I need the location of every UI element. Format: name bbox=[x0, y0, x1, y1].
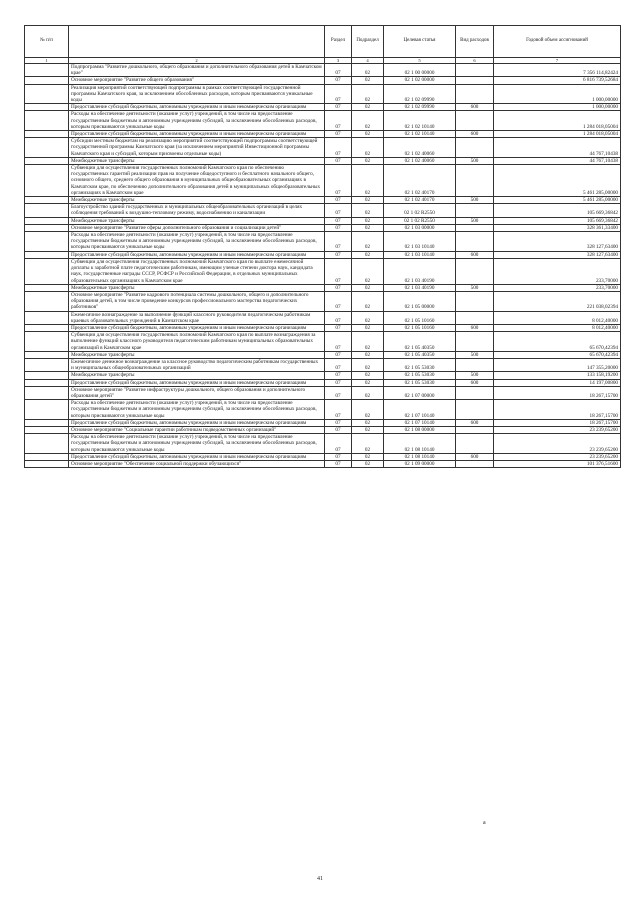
row-section: 07 bbox=[325, 157, 352, 164]
row-name: Предоставление субсидий бюджетным, автономным учреждениям и иным некоммерческим организациям bbox=[69, 379, 325, 386]
row-section: 07 bbox=[325, 372, 352, 379]
row-section: 07 bbox=[325, 165, 352, 197]
row-number bbox=[25, 351, 69, 358]
row-subsection: 02 bbox=[352, 157, 384, 164]
table-row bbox=[25, 131, 621, 138]
row-amount: 18 267,15700 bbox=[494, 386, 621, 399]
table-row bbox=[25, 291, 621, 311]
row-name: Основное мероприятие "Развитие общего образования" bbox=[69, 77, 325, 84]
row-target-article: 02 1 02 40170 bbox=[384, 165, 456, 197]
row-target-article: 02 1 02 R2550 bbox=[384, 217, 456, 224]
row-amount: 328 127,63400 bbox=[494, 251, 621, 258]
row-number bbox=[25, 104, 69, 111]
row-name: Межбюджетные трансферты bbox=[69, 351, 325, 358]
row-section: 07 bbox=[325, 232, 352, 252]
row-number bbox=[25, 434, 69, 454]
row-amount: 8 012,40000 bbox=[494, 324, 621, 331]
row-section: 07 bbox=[325, 358, 352, 371]
row-target-article: 02 1 07 10140 bbox=[384, 419, 456, 426]
row-amount: 5 461 285,00000 bbox=[494, 165, 621, 197]
row-expense-type: 600 bbox=[456, 419, 494, 426]
row-number bbox=[25, 460, 69, 467]
row-subsection: 02 bbox=[352, 217, 384, 224]
table-row bbox=[25, 419, 621, 426]
row-name: Расходы на обеспечение деятельности (оказание услуг) учреждений, в том числе на предоставление государственным бюджетным и автономным учреждениям субсидий, за исключением обособленных расходов, которым присваиваются уникальные коды bbox=[69, 111, 325, 131]
row-amount: 1 000,00000 bbox=[494, 104, 621, 111]
row-subsection: 02 bbox=[352, 332, 384, 352]
row-target-article: 02 1 05 10160 bbox=[384, 311, 456, 324]
row-number bbox=[25, 232, 69, 252]
row-section: 07 bbox=[325, 386, 352, 399]
table-row bbox=[25, 351, 621, 358]
row-name: Межбюджетные трансферты bbox=[69, 157, 325, 164]
row-name: Расходы на обеспечение деятельности (оказание услуг) учреждений, в том числе на предоставление государственным бюджетным и автономным учреждениям субсидий, за исключением обособленных расходов, которым присваиваются уникальные коды bbox=[69, 400, 325, 420]
header-name bbox=[69, 26, 325, 58]
row-section: 07 bbox=[325, 131, 352, 138]
row-subsection: 02 bbox=[352, 358, 384, 371]
row-name: Расходы на обеспечение деятельности (оказание услуг) учреждений, в том числе на предоставление государственным бюджетным и автономным учреждениям субсидий, за исключением обособленных расходов, которым присваиваются уникальные коды bbox=[69, 434, 325, 454]
row-section: 07 bbox=[325, 84, 352, 104]
row-target-article: 02 1 05 53030 bbox=[384, 379, 456, 386]
table-row bbox=[25, 84, 621, 104]
header-index: 2 bbox=[69, 58, 325, 64]
row-name: Межбюджетные трансферты bbox=[69, 372, 325, 379]
row-subsection: 02 bbox=[352, 131, 384, 138]
row-number bbox=[25, 386, 69, 399]
row-name: Подпрограмма "Развитие дошкольного, общего образования и дополнительного образования детей в Камчатском крае" bbox=[69, 64, 325, 77]
row-number bbox=[25, 224, 69, 231]
row-expense-type: 600 bbox=[456, 379, 494, 386]
row-amount: 105 669,36842 bbox=[494, 217, 621, 224]
row-number bbox=[25, 217, 69, 224]
row-number bbox=[25, 311, 69, 324]
row-target-article: 02 1 02 R2550 bbox=[384, 204, 456, 217]
row-expense-type: 600 bbox=[456, 251, 494, 258]
row-expense-type bbox=[456, 165, 494, 197]
table-row bbox=[25, 217, 621, 224]
row-expense-type bbox=[456, 332, 494, 352]
row-amount: 101 376,51600 bbox=[494, 460, 621, 467]
row-target-article: 02 1 05 10160 bbox=[384, 324, 456, 331]
row-section: 07 bbox=[325, 224, 352, 231]
row-expense-type bbox=[456, 204, 494, 217]
row-expense-type: 500 bbox=[456, 157, 494, 164]
row-name: Субвенции для осуществления государственных полномочий Камчатского края по выплате вознаграждения за выполнение функций классного руководителя педагогическим работникам муниципальных образовательных организаций в Камчатском крае bbox=[69, 332, 325, 352]
row-subsection: 02 bbox=[352, 77, 384, 84]
row-section: 07 bbox=[325, 111, 352, 131]
row-section: 07 bbox=[325, 204, 352, 217]
row-amount: 233,70000 bbox=[494, 258, 621, 284]
table-row bbox=[25, 453, 621, 460]
row-subsection: 02 bbox=[352, 224, 384, 231]
row-amount: 23 239,65200 bbox=[494, 453, 621, 460]
row-expense-type bbox=[456, 258, 494, 284]
table-row bbox=[25, 138, 621, 158]
row-expense-type bbox=[456, 434, 494, 454]
header-section: Раздел bbox=[325, 26, 352, 58]
table-row bbox=[25, 400, 621, 420]
row-number bbox=[25, 204, 69, 217]
row-expense-type: 600 bbox=[456, 453, 494, 460]
row-target-article: 02 1 03 40190 bbox=[384, 258, 456, 284]
table-row bbox=[25, 204, 621, 217]
row-target-article: 02 1 08 10140 bbox=[384, 434, 456, 454]
row-expense-type bbox=[456, 311, 494, 324]
row-subsection: 02 bbox=[352, 232, 384, 252]
header-index: 4 bbox=[352, 58, 384, 64]
row-section: 07 bbox=[325, 460, 352, 467]
row-number bbox=[25, 258, 69, 284]
header-index: 3 bbox=[325, 58, 352, 64]
row-name: Предоставление субсидий бюджетным, автономным учреждениям и иным некоммерческим организациям bbox=[69, 251, 325, 258]
table-row bbox=[25, 372, 621, 379]
row-number bbox=[25, 324, 69, 331]
row-name: Основное мероприятие "Социальные гарантии работникам подведомственных организаций" bbox=[69, 426, 325, 433]
row-name: Основное мероприятие "Развитие кадрового потенциала системы дошкольного, общего и дополнительного образования детей, в том числе проведение конкурсов профессионального мастерства педагогических работников" bbox=[69, 291, 325, 311]
row-amount: 65 670,42394 bbox=[494, 351, 621, 358]
row-expense-type: 600 bbox=[456, 104, 494, 111]
row-target-article: 02 1 02 09990 bbox=[384, 84, 456, 104]
row-section: 07 bbox=[325, 104, 352, 111]
row-subsection: 02 bbox=[352, 324, 384, 331]
row-number bbox=[25, 64, 69, 77]
row-target-article: 02 1 07 00000 bbox=[384, 386, 456, 399]
row-target-article: 02 1 03 00000 bbox=[384, 224, 456, 231]
row-name: Предоставление субсидий бюджетным, автономным учреждениям и иным некоммерческим организациям bbox=[69, 131, 325, 138]
row-number bbox=[25, 197, 69, 204]
table-header bbox=[25, 26, 621, 64]
row-amount: 23 239,65200 bbox=[494, 426, 621, 433]
table-row bbox=[25, 311, 621, 324]
row-name: Ежемесячное денежное вознаграждение за классное руководство педагогическим работникам государственных и муниципальных общеобразовательных организаций bbox=[69, 358, 325, 371]
row-number bbox=[25, 77, 69, 84]
row-amount: 14 197,00800 bbox=[494, 379, 621, 386]
row-amount: 1 284 018,05004 bbox=[494, 111, 621, 131]
table-row bbox=[25, 111, 621, 131]
row-name: Основное мероприятие "Развитие сферы дополнительного образования и социализации детей" bbox=[69, 224, 325, 231]
row-name: Субсидии местным бюджетам на реализацию мероприятий соответствующей подпрограммы соответствующей государственной программы Камчатского края (за исключением мероприятий Инвестиционной программы Камчатского края и субсидий, которым присвоены отдельные коды) bbox=[69, 138, 325, 158]
row-number bbox=[25, 426, 69, 433]
row-target-article: 02 1 02 40060 bbox=[384, 157, 456, 164]
row-amount: 5 461 285,00000 bbox=[494, 197, 621, 204]
table-row bbox=[25, 379, 621, 386]
table-row bbox=[25, 64, 621, 77]
row-number bbox=[25, 400, 69, 420]
row-subsection: 02 bbox=[352, 386, 384, 399]
row-section: 07 bbox=[325, 351, 352, 358]
row-amount: 18 267,15700 bbox=[494, 400, 621, 420]
row-subsection: 02 bbox=[352, 460, 384, 467]
row-subsection: 02 bbox=[352, 84, 384, 104]
row-subsection: 02 bbox=[352, 258, 384, 284]
row-name: Расходы на обеспечение деятельности (оказание услуг) учреждений, в том числе на предоставление государственным бюджетным и автономным учреждениям субсидий, за исключением обособленных расходов, которым присваиваются уникальные коды bbox=[69, 232, 325, 252]
table-row bbox=[25, 332, 621, 352]
row-subsection: 02 bbox=[352, 311, 384, 324]
row-amount: 18 267,15700 bbox=[494, 419, 621, 426]
row-amount: 65 670,42394 bbox=[494, 332, 621, 352]
row-subsection: 02 bbox=[352, 351, 384, 358]
row-amount: 44 767,10438 bbox=[494, 138, 621, 158]
row-subsection: 02 bbox=[352, 379, 384, 386]
table-row bbox=[25, 460, 621, 467]
row-target-article: 02 1 03 40190 bbox=[384, 284, 456, 291]
row-amount: 105 669,36842 bbox=[494, 204, 621, 217]
row-target-article: 02 1 02 09990 bbox=[384, 104, 456, 111]
row-subsection: 02 bbox=[352, 291, 384, 311]
header-num: № п/п bbox=[25, 26, 69, 58]
row-section: 07 bbox=[325, 77, 352, 84]
row-expense-type bbox=[456, 400, 494, 420]
row-section: 07 bbox=[325, 434, 352, 454]
table-row bbox=[25, 358, 621, 371]
table-row bbox=[25, 232, 621, 252]
row-subsection: 02 bbox=[352, 419, 384, 426]
row-section: 07 bbox=[325, 400, 352, 420]
row-target-article: 02 1 08 00000 bbox=[384, 426, 456, 433]
row-name: Субвенции для осуществления государственных полномочий Камчатского края по выплате ежемесячной доплаты к заработной плате педагогическим работникам, имеющим ученые степени доктора наук, кандидата наук, государственные награды СССР, РСФСР и Российской Федерации, в отдельных муниципальных образовательных организациях в Камчатском крае bbox=[69, 258, 325, 284]
row-expense-type: 500 bbox=[456, 217, 494, 224]
row-expense-type: 500 bbox=[456, 284, 494, 291]
row-name: Предоставление субсидий бюджетным, автономным учреждениям и иным некоммерческим организациям bbox=[69, 419, 325, 426]
row-subsection: 02 bbox=[352, 197, 384, 204]
table-row bbox=[25, 324, 621, 331]
row-section: 07 bbox=[325, 291, 352, 311]
header-subsection: Подраздел bbox=[352, 26, 384, 58]
row-name: Предоставление субсидий бюджетным, автономным учреждениям и иным некоммерческим организациям bbox=[69, 324, 325, 331]
row-target-article: 02 1 07 10140 bbox=[384, 400, 456, 420]
table-row bbox=[25, 77, 621, 84]
row-amount: 1 284 018,05004 bbox=[494, 131, 621, 138]
row-amount: 8 012,40000 bbox=[494, 311, 621, 324]
page-number: 41 bbox=[317, 876, 323, 882]
stray-mark: a bbox=[483, 820, 486, 826]
row-amount: 328 361,33400 bbox=[494, 224, 621, 231]
row-number bbox=[25, 251, 69, 258]
row-section: 07 bbox=[325, 217, 352, 224]
row-target-article: 02 1 02 40170 bbox=[384, 197, 456, 204]
row-section: 07 bbox=[325, 324, 352, 331]
row-expense-type bbox=[456, 84, 494, 104]
row-amount: 44 767,10438 bbox=[494, 157, 621, 164]
row-target-article: 02 1 02 00000 bbox=[384, 77, 456, 84]
row-subsection: 02 bbox=[352, 138, 384, 158]
row-name: Предоставление субсидий бюджетным, автономным учреждениям и иным некоммерческим организациям bbox=[69, 453, 325, 460]
row-section: 07 bbox=[325, 332, 352, 352]
row-expense-type: 500 bbox=[456, 197, 494, 204]
row-amount: 1 000,00000 bbox=[494, 84, 621, 104]
row-number bbox=[25, 84, 69, 104]
row-expense-type bbox=[456, 291, 494, 311]
row-section: 07 bbox=[325, 258, 352, 284]
row-name: Основное мероприятие "Обеспечение социальной поддержки обучающихся" bbox=[69, 460, 325, 467]
row-subsection: 02 bbox=[352, 372, 384, 379]
row-amount: 328 127,63400 bbox=[494, 232, 621, 252]
table-row bbox=[25, 251, 621, 258]
row-expense-type bbox=[456, 111, 494, 131]
row-number bbox=[25, 358, 69, 371]
row-section: 07 bbox=[325, 64, 352, 77]
row-subsection: 02 bbox=[352, 284, 384, 291]
row-expense-type bbox=[456, 77, 494, 84]
row-name: Ежемесячное вознаграждение за выполнение функций классного руководителя педагогическим работникам краевых образовательных учреждений в Камчатском крае bbox=[69, 311, 325, 324]
row-target-article: 02 1 00 00000 bbox=[384, 64, 456, 77]
row-amount: 6 816 739,52684 bbox=[494, 77, 621, 84]
row-subsection: 02 bbox=[352, 165, 384, 197]
row-section: 07 bbox=[325, 379, 352, 386]
header-index: 6 bbox=[456, 58, 494, 64]
row-section: 07 bbox=[325, 419, 352, 426]
row-number bbox=[25, 138, 69, 158]
table-row bbox=[25, 386, 621, 399]
row-section: 07 bbox=[325, 197, 352, 204]
row-target-article: 02 1 05 53030 bbox=[384, 372, 456, 379]
row-number bbox=[25, 379, 69, 386]
row-amount: 133 158,19200 bbox=[494, 372, 621, 379]
row-name: Основное мероприятие "Развитие инфраструктуры дошкольного, общего образования и дополнительного образования детей" bbox=[69, 386, 325, 399]
row-subsection: 02 bbox=[352, 104, 384, 111]
table-row bbox=[25, 104, 621, 111]
table-row bbox=[25, 426, 621, 433]
row-name: Реализация мероприятий соответствующей подпрограммы в рамках соответствующей государственной программы Камчатского края, за исключением обособленных расходов, которым присваиваются уникальные коды bbox=[69, 84, 325, 104]
table-row bbox=[25, 165, 621, 197]
row-target-article: 02 1 02 40060 bbox=[384, 138, 456, 158]
header-index: 7 bbox=[494, 58, 621, 64]
row-target-article: 02 1 09 00000 bbox=[384, 460, 456, 467]
row-name: Предоставление субсидий бюджетным, автономным учреждениям и иным некоммерческим организациям bbox=[69, 104, 325, 111]
row-subsection: 02 bbox=[352, 453, 384, 460]
row-number bbox=[25, 332, 69, 352]
row-number bbox=[25, 111, 69, 131]
header-amount: Годовой объем ассигнований bbox=[494, 26, 621, 58]
row-expense-type bbox=[456, 224, 494, 231]
row-target-article: 02 1 03 10140 bbox=[384, 232, 456, 252]
table-row bbox=[25, 284, 621, 291]
row-target-article: 02 1 05 00000 bbox=[384, 291, 456, 311]
table-row bbox=[25, 157, 621, 164]
header-index: 1 bbox=[25, 58, 69, 64]
header-target: Целевая статья bbox=[384, 26, 456, 58]
row-expense-type bbox=[456, 64, 494, 77]
table-body bbox=[25, 64, 621, 468]
row-target-article: 02 1 02 10140 bbox=[384, 111, 456, 131]
row-expense-type: 600 bbox=[456, 131, 494, 138]
row-expense-type bbox=[456, 358, 494, 371]
row-amount: 233,70000 bbox=[494, 284, 621, 291]
row-number bbox=[25, 157, 69, 164]
header-index: 5 bbox=[384, 58, 456, 64]
row-amount: 147 355,20000 bbox=[494, 358, 621, 371]
row-number bbox=[25, 165, 69, 197]
row-expense-type bbox=[456, 460, 494, 467]
table-row bbox=[25, 224, 621, 231]
row-number bbox=[25, 291, 69, 311]
row-subsection: 02 bbox=[352, 426, 384, 433]
table-row bbox=[25, 197, 621, 204]
row-section: 07 bbox=[325, 311, 352, 324]
row-number bbox=[25, 131, 69, 138]
row-subsection: 02 bbox=[352, 111, 384, 131]
row-name: Благоустройство зданий государственных и муниципальных общеобразовательных организаций в целях соблюдения требований к воздушно-тепловому режиму, водоснабжению и канализации bbox=[69, 204, 325, 217]
row-name: Межбюджетные трансферты bbox=[69, 217, 325, 224]
row-section: 07 bbox=[325, 284, 352, 291]
row-section: 07 bbox=[325, 138, 352, 158]
row-number bbox=[25, 284, 69, 291]
row-name: Межбюджетные трансферты bbox=[69, 197, 325, 204]
row-number bbox=[25, 372, 69, 379]
row-expense-type bbox=[456, 232, 494, 252]
row-subsection: 02 bbox=[352, 400, 384, 420]
row-target-article: 02 1 05 53030 bbox=[384, 358, 456, 371]
header-expense: Вид расходов bbox=[456, 26, 494, 58]
row-expense-type: 500 bbox=[456, 372, 494, 379]
row-amount: 221 038,02394 bbox=[494, 291, 621, 311]
row-section: 07 bbox=[325, 426, 352, 433]
row-section: 07 bbox=[325, 453, 352, 460]
row-target-article: 02 1 03 10140 bbox=[384, 251, 456, 258]
table-row bbox=[25, 434, 621, 454]
row-subsection: 02 bbox=[352, 251, 384, 258]
row-name: Субвенции для осуществления государственных полномочий Камчатского края по обеспечению государственных гарантий реализации прав на получение общедоступного и бесплатного начального общего, основного общего, среднего общего образования в муниципальных общеобразовательных организациях в Камчатском крае, по обеспечению дополнительного образования детей в муниципальных общеобразовательных организациях в Камчатском крае bbox=[69, 165, 325, 197]
row-number bbox=[25, 419, 69, 426]
row-subsection: 02 bbox=[352, 434, 384, 454]
row-expense-type bbox=[456, 386, 494, 399]
row-expense-type: 500 bbox=[456, 351, 494, 358]
row-amount: 23 239,65200 bbox=[494, 434, 621, 454]
row-expense-type bbox=[456, 426, 494, 433]
row-subsection: 02 bbox=[352, 64, 384, 77]
row-expense-type: 600 bbox=[456, 324, 494, 331]
row-expense-type bbox=[456, 138, 494, 158]
row-name: Межбюджетные трансферты bbox=[69, 284, 325, 291]
row-section: 07 bbox=[325, 251, 352, 258]
row-subsection: 02 bbox=[352, 204, 384, 217]
budget-table bbox=[24, 25, 621, 468]
row-target-article: 02 1 08 10140 bbox=[384, 453, 456, 460]
table-row bbox=[25, 258, 621, 284]
row-target-article: 02 1 02 10140 bbox=[384, 131, 456, 138]
row-amount: 7 356 114,82424 bbox=[494, 64, 621, 77]
row-number bbox=[25, 453, 69, 460]
row-target-article: 02 1 05 40350 bbox=[384, 351, 456, 358]
row-target-article: 02 1 05 40350 bbox=[384, 332, 456, 352]
